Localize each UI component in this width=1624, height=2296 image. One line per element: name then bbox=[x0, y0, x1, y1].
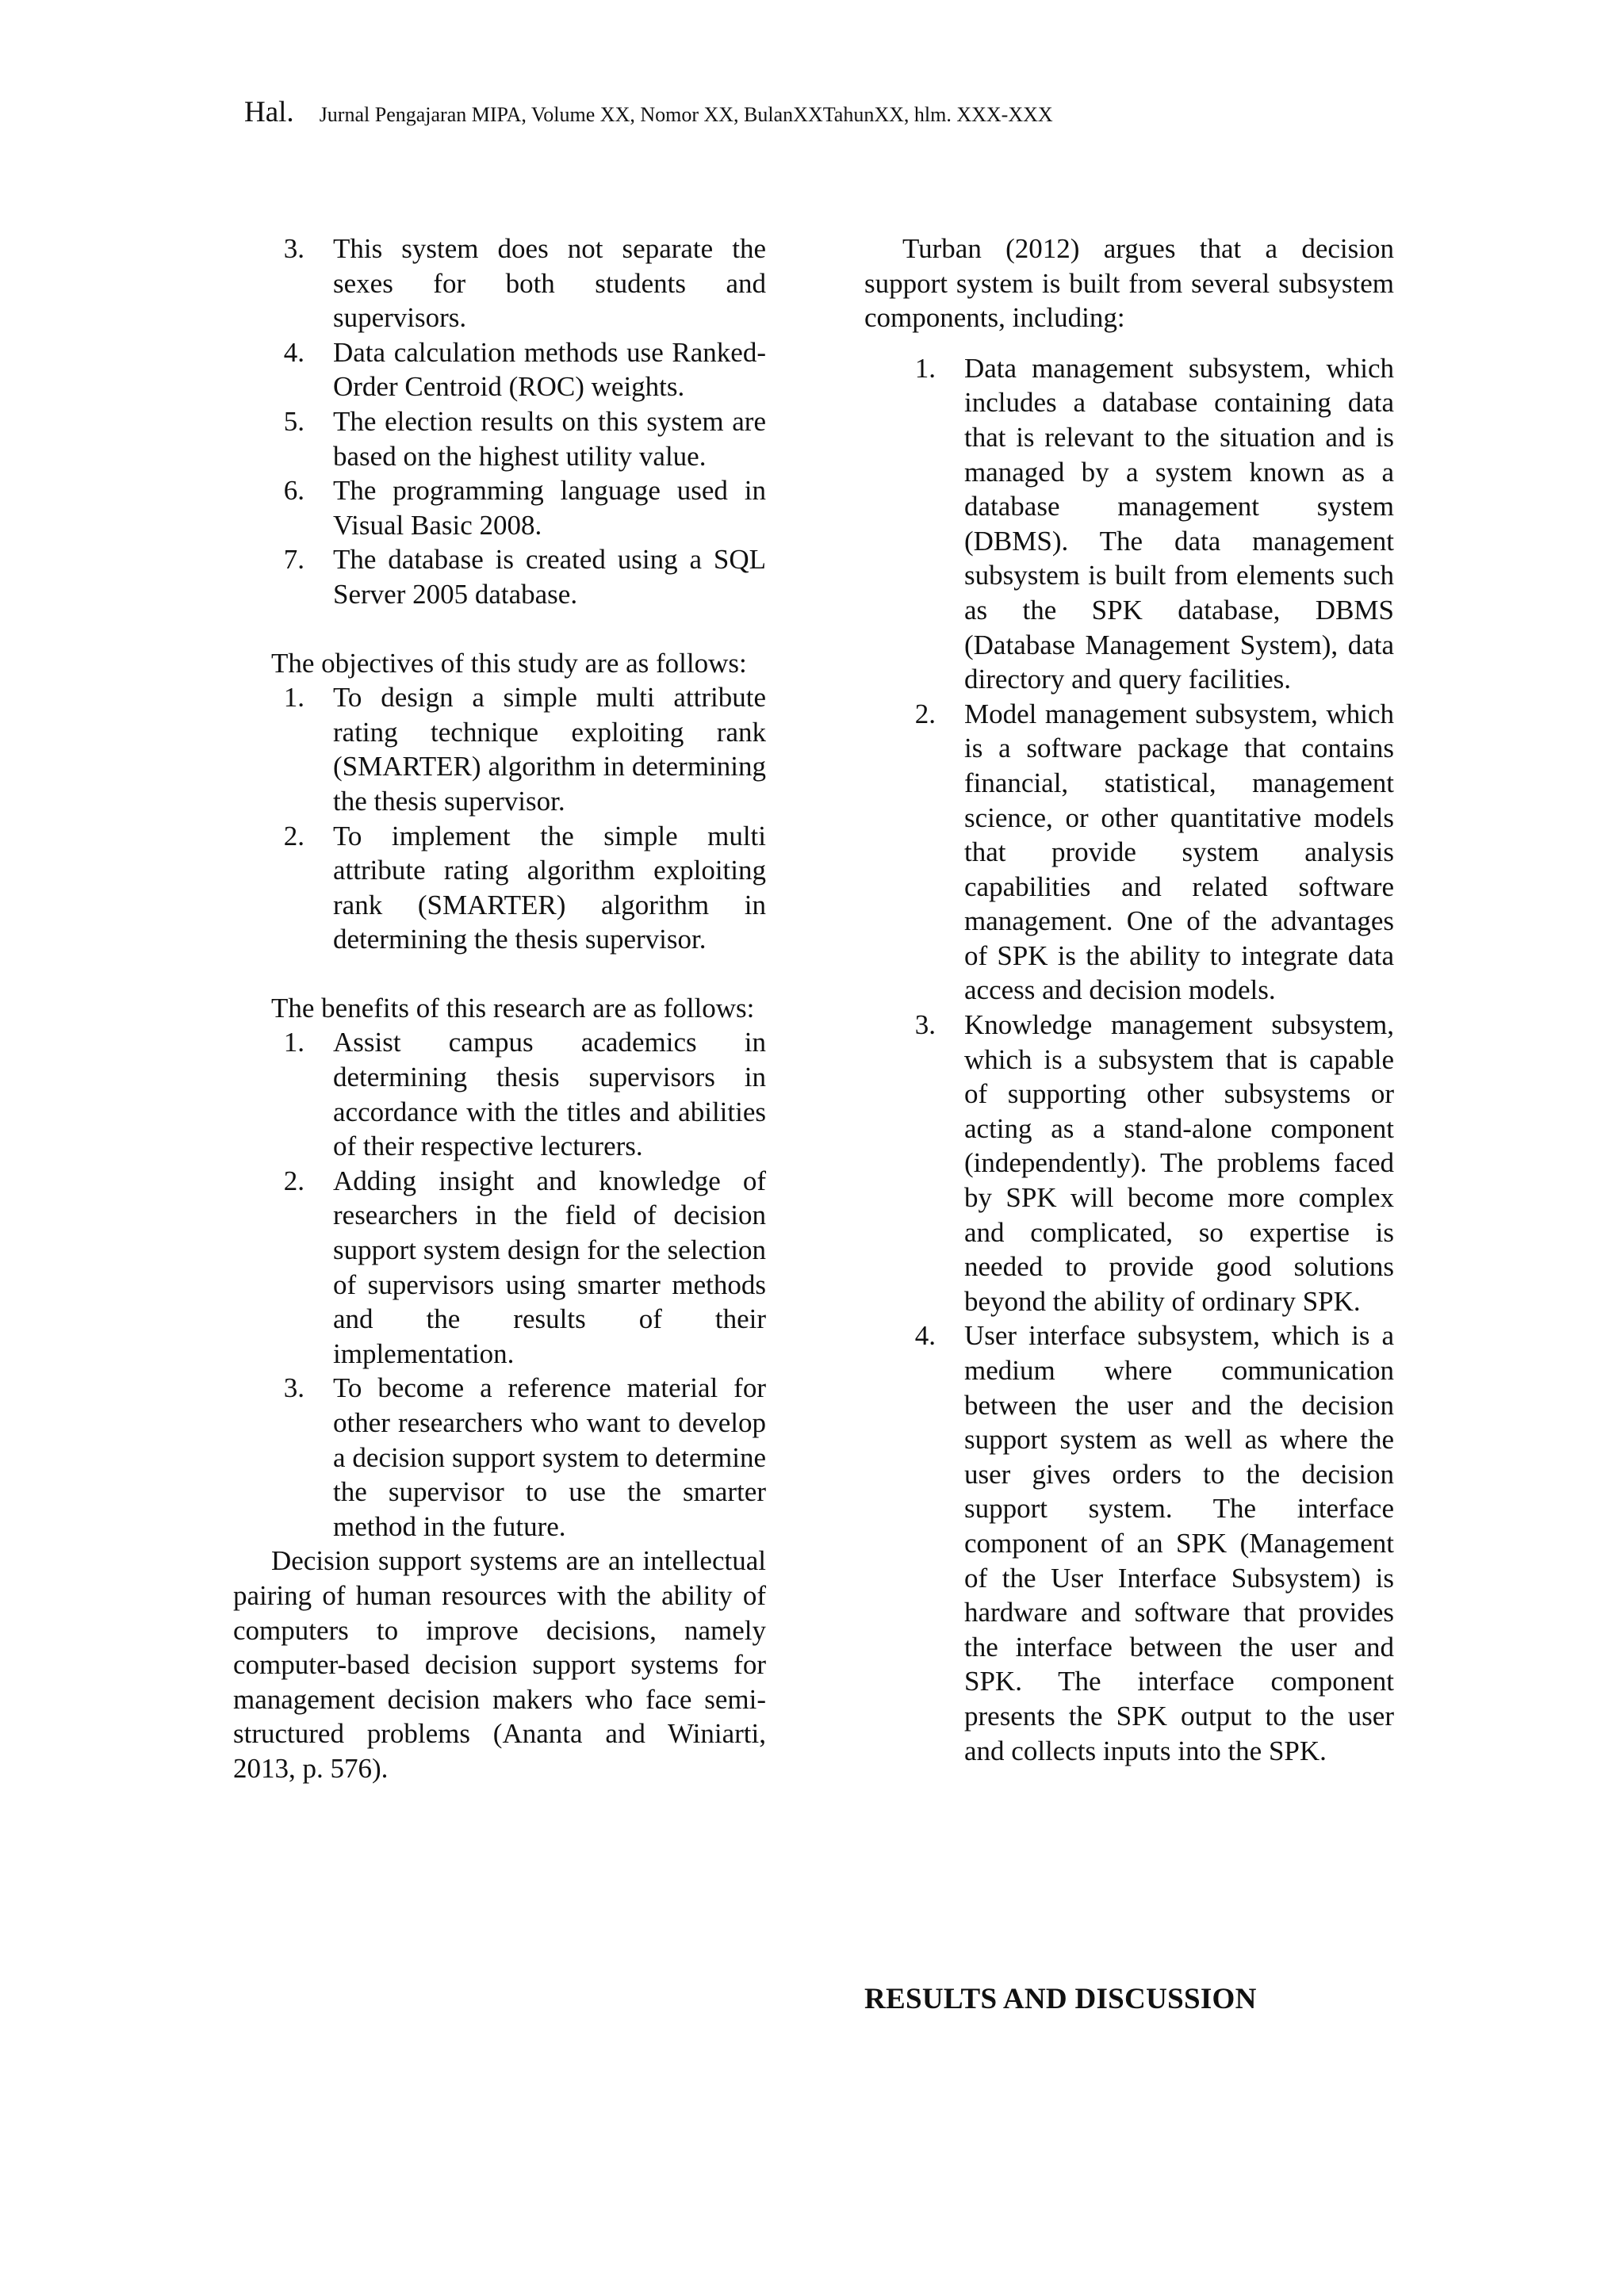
list-item: 1. Data management subsystem, which includes a database containing data that is relevant to the situation and is managed by a system known as a database management system (DBMS). The data management subsystem is built from elements such as the SPK database, DBMS (Database Management System), data directory and query facilities. bbox=[914, 352, 1394, 695]
objectives-intro: The objectives of this study are as follows: bbox=[271, 647, 747, 679]
list-item: 1. To design a simple multi attribute rating technique exploiting rank (SMARTER) algorithm in determining the thesis supervisor. bbox=[283, 682, 766, 817]
subsystems-list bbox=[864, 351, 1394, 1768]
list-item: 4. Data calculation methods use Ranked-Order Centroid (ROC) weights. bbox=[283, 336, 766, 403]
list-item: 2. Adding insight and knowledge of researchers in the field of decision support system design for the selection of supervisors using smarter methods and the results of their implementation. bbox=[283, 1165, 766, 1369]
limits-list bbox=[233, 232, 766, 612]
list-item: 5. The election results on this system are based on the highest utility value. bbox=[283, 405, 766, 472]
list-item: 1. Assist campus academics in determining thesis supervisors in accordance with the titles and abilities of their respective lecturers. bbox=[283, 1027, 766, 1162]
page-label: Hal. bbox=[244, 96, 294, 128]
subsystems-intro: Turban (2012) argues that a decision support system is built from several subsystem components, including: bbox=[864, 233, 1394, 334]
dss-definition-paragraph: Decision support systems are an intellectual pairing of human resources with the ability of computers to improve decisions, namely computer-based decision support systems for management decision makers who face semi-structured problems (Ananta and Winiarti, 2013, p. 576). bbox=[233, 1545, 766, 1784]
list-item: 6. The programming language used in Visual Basic 2008. bbox=[283, 475, 766, 541]
list-item: 3. Knowledge management subsystem, which is a subsystem that is capable of supporting other subsystems or acting as a stand-alone component (independently). The problems faced by SPK will become more complex and complicated, so expertise is needed to provide good solutions beyond the ability of ordinary SPK. bbox=[914, 1009, 1394, 1317]
list-item: 3. To become a reference material for other researchers who want to develop a decision support system to determine the supervisor to use the smarter method in the future. bbox=[283, 1372, 766, 1542]
list-item: 2. To implement the simple multi attribute rating algorithm exploiting rank (SMARTER) algorithm in determining the thesis supervisor. bbox=[283, 820, 766, 955]
list-item: 3. This system does not separate the sexes for both students and supervisors. bbox=[283, 233, 766, 334]
running-header bbox=[244, 95, 1053, 129]
objectives-list bbox=[233, 680, 766, 957]
journal-citation: Jurnal Pengajaran MIPA, Volume XX, Nomor XX, BulanXXTahunXX, hlm. XXX-XXX bbox=[319, 103, 1053, 126]
left-column bbox=[233, 232, 766, 1786]
right-column bbox=[864, 232, 1394, 1768]
list-item: 4. User interface subsystem, which is a medium where communication between the user and the decision support system as well as where the user gives orders to the decision support system. The interface component of an SPK (Management of the User Interface Subsystem) is hardware and software that provides the interface between the user and SPK. The interface component presents the SPK output to the user and collects inputs into the SPK. bbox=[914, 1320, 1394, 1766]
benefits-list bbox=[233, 1025, 766, 1544]
section-heading: RESULTS AND DISCUSSION bbox=[864, 1983, 1257, 2015]
list-item: 2. Model management subsystem, which is a software package that contains financial, statistical, management science, or other quantitative models that provide system analysis capabilities and related software management. One of the advantages of SPK is the ability to integrate data access and decision models. bbox=[914, 698, 1394, 1006]
list-item: 7. The database is created using a SQL Server 2005 database. bbox=[283, 544, 766, 610]
benefits-intro: The benefits of this research are as follows: bbox=[271, 992, 755, 1024]
